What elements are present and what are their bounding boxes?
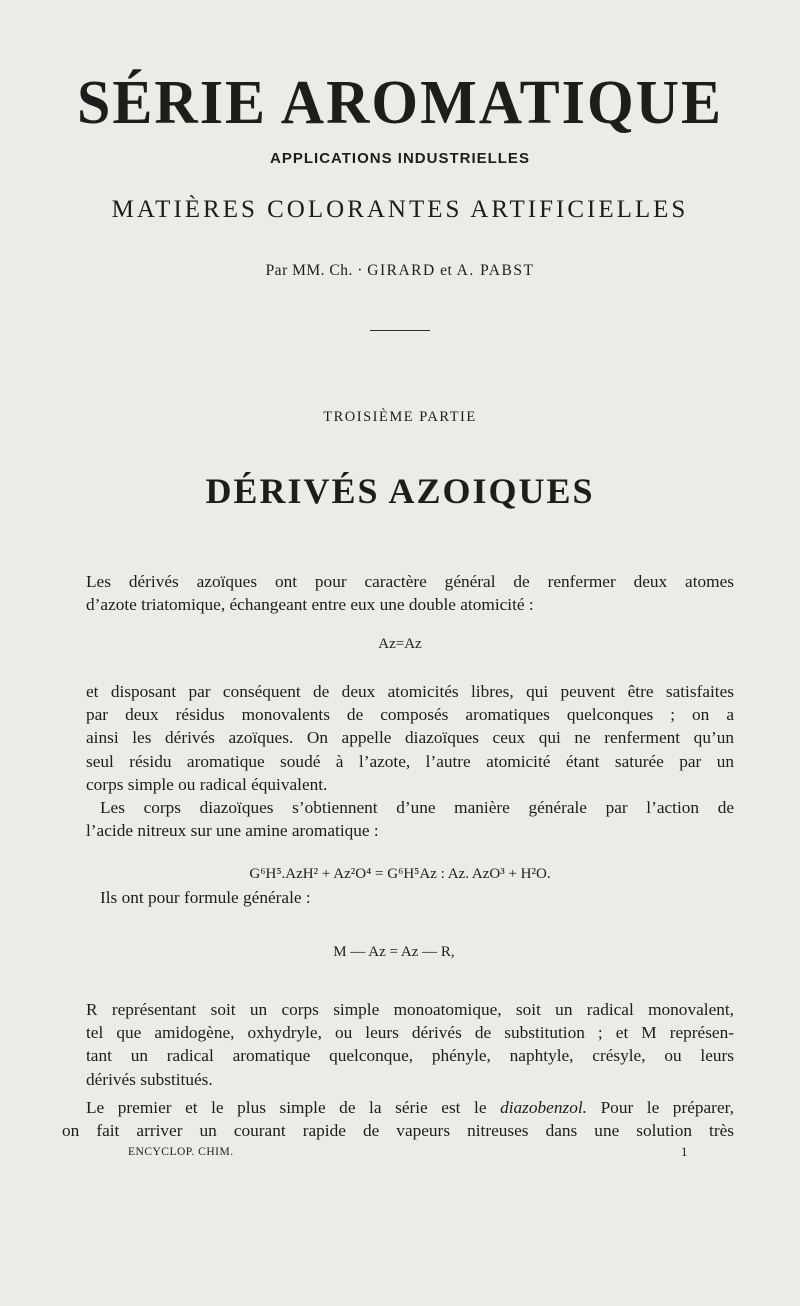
term-diazobenzol: diazobenzol. <box>500 1098 587 1117</box>
authors-line <box>0 262 800 280</box>
paragraph-6 <box>62 1096 734 1142</box>
text-line: et disposant par conséquent de deux atomicités libres, qui peuvent être satisfaites <box>86 682 734 701</box>
text-line: tel que amidogène, oxhydryle, ou leurs dérivés de substitution ; et M représen- <box>86 1023 734 1043</box>
subtitle: APPLICATIONS INDUSTRIELLES <box>270 150 530 167</box>
heading: MATIÈRES COLORANTES ARTIFICIELLES <box>111 196 689 223</box>
paragraph-2 <box>86 680 734 796</box>
formula-azo: Az=Az <box>378 636 422 652</box>
paragraph-4 <box>86 886 734 909</box>
text-line: Ils ont pour formule générale : <box>100 888 311 907</box>
text-line: tant un radical aromatique quelconque, phényle, naphtyle, crésyle, ou leurs <box>86 1046 734 1066</box>
section-title: DÉRIVÉS AZOIQUES <box>205 471 595 511</box>
author-pabst: A. PABST <box>456 262 535 279</box>
text-line: R représentant soit un corps simple monoatomique, soit un radical monovalent, <box>86 1000 734 1019</box>
text-run: Pour le préparer, <box>600 1098 734 1117</box>
text-line: l’acide nitreux sur une amine aromatique : <box>86 821 379 841</box>
paragraph-5 <box>86 998 734 1091</box>
page-number: 1 <box>681 1144 688 1159</box>
author-girard: GIRARD <box>367 262 436 279</box>
paragraph-3 <box>86 796 734 842</box>
text-line: par deux résidus monovalents de composés aromatiques quelconques ; on a <box>86 705 734 725</box>
text-run: Le premier et le plus simple de la série est le <box>86 1098 487 1117</box>
text-line: Les dérivés azoïques ont pour caractère général de renfermer deux atomes <box>86 572 734 591</box>
footer-source: ENCYCLOP. CHIM. <box>128 1146 234 1158</box>
text-line: corps simple ou radical équivalent. <box>86 774 328 794</box>
formula-general: M — Az = Az — R, <box>333 944 455 960</box>
page-footer <box>128 1146 688 1158</box>
text-line: dérivés substitués. <box>86 1069 213 1089</box>
main-title: SÉRIE AROMATIQUE <box>76 67 723 137</box>
text-line: d’azote triatomique, échangeant entre eux une double atomicité : <box>86 595 534 615</box>
text-line <box>62 1096 734 1119</box>
paragraph-1 <box>86 570 734 616</box>
text-line: ainsi les dérivés azoïques. On appelle diazoïques ceux qui ne renferment qu’un <box>86 728 734 748</box>
formula-reaction: G⁶H⁵.AzH² + Az²O⁴ = G⁶H⁵Az : Az. AzO³ + H²O. <box>249 866 551 882</box>
authors-prefix: Par MM. Ch. · <box>265 262 363 279</box>
authors-and: et <box>440 262 453 279</box>
text-line: on fait arriver un courant rapide de vapeurs nitreuses dans une solution très <box>62 1121 734 1141</box>
text-line: seul résidu aromatique soudé à l’azote, l’autre atomicité étant saturée par un <box>86 751 734 771</box>
part-label: TROISIÈME PARTIE <box>323 409 477 425</box>
text-line: Les corps diazoïques s’obtiennent d’une manière générale par l’action de <box>100 798 734 817</box>
divider-rule <box>370 330 430 331</box>
